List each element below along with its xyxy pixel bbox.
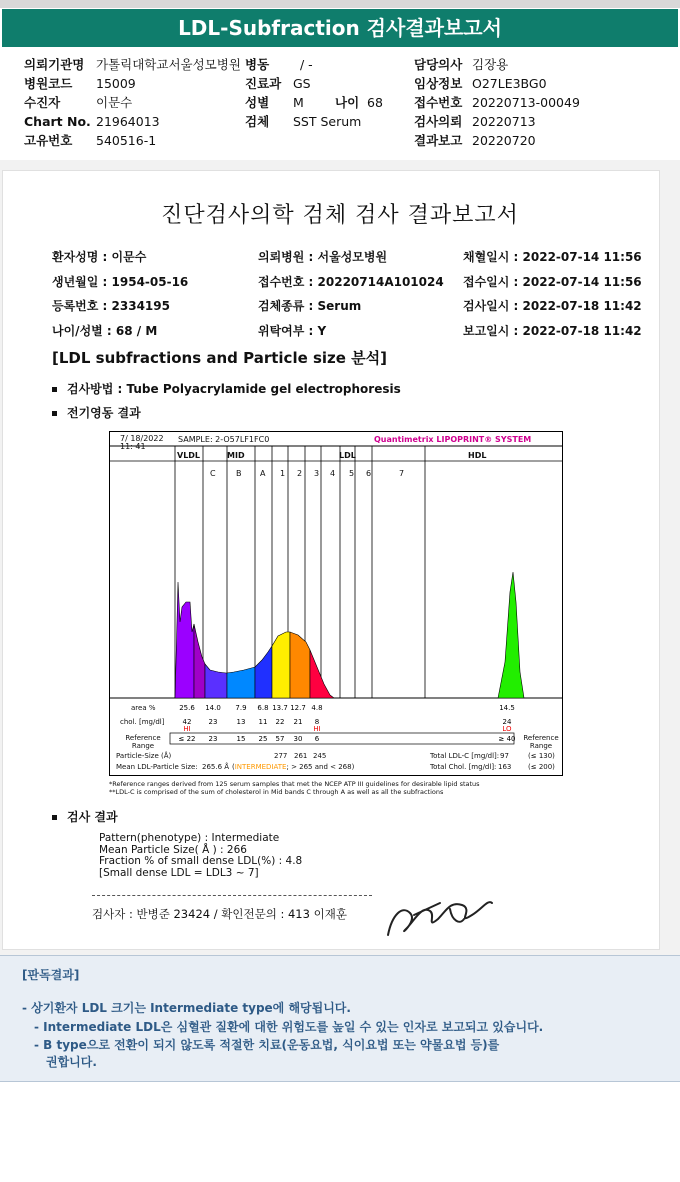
band-b: B (236, 469, 242, 478)
report-banner-title: LDL-Subfraction 검사결과보고서 (2, 9, 678, 47)
interpretation-line-2: - Intermediate LDL은 심혈관 질환에 대한 위험도를 높일 수 있는 인자로 보고되고 있습니다. (34, 1020, 544, 1034)
ref-value: 57 (275, 735, 285, 743)
chol-value: 42 (182, 718, 192, 726)
result-block (99, 833, 302, 879)
report-date-value: 20220720 (472, 133, 536, 148)
particle-size-label: Particle-Size (Å) (116, 752, 172, 760)
test-time: 검사일시 : 2022-07-18 11:42 (463, 299, 642, 313)
particle-size-2: 261 (294, 752, 308, 760)
ward-label: 병동 (245, 57, 270, 72)
code-label: 병원코드 (24, 76, 73, 91)
area-value: 7.9 (235, 704, 247, 712)
band-c: C (210, 469, 216, 478)
info-block (24, 55, 241, 150)
ldl2-area (272, 632, 290, 698)
flag-value: LO (502, 725, 512, 733)
ward-value: / - (300, 57, 313, 72)
band-6: 6 (366, 469, 372, 478)
interpretation-line-4: 권합니다. (46, 1055, 97, 1069)
code-value: 15009 (96, 76, 136, 91)
area-value: 6.8 (257, 704, 269, 712)
band-7: 7 (399, 469, 405, 478)
info-block-middle (245, 55, 383, 131)
bullet-icon (52, 815, 57, 820)
receipt-number: 접수번호 : 20220714A101024 (258, 275, 444, 289)
patient-name: 환자성명 : 이문수 (52, 250, 147, 264)
chart-brand: Quantimetrix LIPOPRINT® SYSTEM (374, 435, 532, 444)
flag-value: HI (313, 725, 321, 733)
mean-ldl-phenotype: (INTERMEDIATE; > 265 and < 268) (232, 763, 355, 771)
ref-value: 15 (236, 735, 246, 743)
signers: 검사자 : 반병준 23424 / 확인전문의 : 413 이재훈 (92, 907, 347, 921)
area-label: area % (131, 704, 156, 712)
chart-sample: SAMPLE: 2-O57LF1FC0 (178, 435, 270, 444)
signature-image (380, 885, 500, 945)
interpretation-panel (0, 955, 680, 1082)
sex-value: M (293, 95, 304, 110)
mean-size-text: Mean Particle Size( Å ) : 266 (99, 843, 247, 856)
area-value: 4.8 (311, 704, 323, 712)
interpretation-title: [판독결과] (22, 968, 80, 982)
ref-label-right: Reference Range (523, 734, 559, 750)
dept-value: GS (293, 76, 311, 91)
consignment: 위탁여부 : Y (258, 324, 327, 338)
specimen-value: SST Serum (293, 114, 362, 129)
band-5: 5 (349, 469, 355, 478)
vldl-area (175, 582, 194, 698)
interpretation-line-1: - 상기환자 LDL 크기는 Intermediate type에 해당됩니다. (22, 1001, 351, 1015)
interpretation-line-3: - B type으로 전환이 되지 않도록 적절한 치료(운동요법, 식이요법 또는 약물요법 등)를 (34, 1038, 500, 1052)
ref-value: ≤ 22 (178, 735, 196, 743)
group-ldl: LDL (339, 451, 356, 460)
sdldl-text: [Small dense LDL = LDL3 ~ 7] (99, 866, 259, 879)
sex-label: 성별 (245, 95, 270, 110)
bullet-icon (52, 411, 57, 416)
band-1: 1 (280, 469, 286, 478)
chol-value: 8 (314, 718, 320, 726)
chol-value: 21 (293, 718, 303, 726)
total-ldl-ref: (≤ 130) (528, 752, 555, 760)
chart-no-value: 21964013 (96, 114, 160, 129)
age-label: 나이 (335, 95, 360, 110)
report-title: 진단검사의학 검체 검사 결과보고서 (161, 203, 519, 228)
ldl1-area (255, 646, 272, 698)
chol-value: 23 (208, 718, 218, 726)
chart-time: 11: 41 (120, 442, 146, 451)
phenotype-text: INTERMEDIATE (234, 763, 287, 771)
clinical-label: 임상정보 (414, 76, 463, 91)
section-title: [LDL subfractions and Particle size 분석] (52, 349, 388, 367)
total-ldl-value: 97 (500, 752, 509, 760)
electro-text: 전기영동 결과 (67, 406, 141, 420)
area-value: 12.7 (290, 704, 306, 712)
total-chol-ref: (≤ 200) (528, 763, 555, 771)
dept-label: 진료과 (245, 76, 282, 91)
total-ldl-label: Total LDL-C [mg/dl]: (430, 752, 500, 760)
pattern-text: Pattern(phenotype) : Intermediate (99, 832, 280, 844)
band-3: 3 (314, 469, 320, 478)
chol-value: 22 (275, 718, 285, 726)
chart-no-label: Chart No. (24, 114, 91, 129)
chol-value: 11 (258, 718, 268, 726)
id-label: 고유번호 (24, 133, 73, 148)
chart-date: 7/ 18/2022 (120, 434, 164, 443)
particle-size-1: 277 (274, 752, 288, 760)
age-value: 68 (367, 95, 383, 110)
ref-row-box (170, 733, 514, 744)
signature-divider (92, 895, 372, 896)
ref-value: 30 (293, 735, 303, 743)
group-vldl: VLDL (177, 451, 201, 460)
registration-number: 등록번호 : 2334195 (52, 299, 170, 313)
ref-label: Reference Range (125, 734, 161, 750)
report-date-label: 결과보고 (414, 133, 463, 148)
report-time: 보고일시 : 2022-07-18 11:42 (463, 324, 642, 338)
specimen-label: 검체 (245, 114, 270, 129)
ref-value: 23 (208, 735, 218, 743)
mean-ldl-value: 265.6 Å (202, 763, 230, 771)
phenotype-range: > 265 and < 268) (291, 763, 355, 771)
total-chol-label: Total Chol. [mg/dl]: (430, 763, 497, 771)
specimen-type: 검체종류 : Serum (258, 299, 362, 313)
group-hdl: HDL (468, 451, 487, 460)
collection-time: 채혈일시 : 2022-07-14 11:56 (463, 250, 642, 264)
chol-label: chol. [mg/dl] (120, 718, 165, 726)
ldl4-area (310, 650, 334, 698)
clinical-value: O27LE3BG0 (472, 76, 547, 91)
info-block-right (414, 55, 580, 150)
ref-value: 25 (258, 735, 268, 743)
doctor-label: 담당의사 (414, 57, 463, 72)
ref-value: 6 (314, 735, 320, 743)
patient-label: 수진자 (24, 95, 61, 110)
total-chol-value: 163 (498, 763, 512, 771)
hospital-value: 가톨릭대학교서울성모병원 (96, 57, 241, 72)
mida-area (227, 667, 255, 698)
band-a: A (260, 469, 266, 478)
receipt-time: 접수일시 : 2022-07-14 11:56 (463, 275, 642, 289)
band-4: 4 (330, 469, 336, 478)
flag-value: HI (183, 725, 191, 733)
group-mid: MID (227, 451, 245, 460)
ldl3-area (290, 632, 310, 698)
electro-bullet (52, 404, 141, 421)
request-value: 20220713 (472, 114, 536, 129)
result-bullet (52, 808, 118, 825)
result-text: 검사 결과 (67, 810, 118, 824)
method-text: 검사방법 : Tube Polyacrylamide gel electrophoresis (67, 382, 401, 396)
area-value: 13.7 (272, 704, 288, 712)
mean-ldl-label: Mean LDL-Particle Size: (116, 763, 198, 771)
hospital-label: 의뢰기관명 (24, 57, 85, 72)
area-value: 14.5 (499, 704, 515, 712)
electrophoresis-svg (110, 432, 562, 775)
patient-value: 이문수 (96, 95, 133, 110)
midb-area (205, 664, 227, 698)
footnote-2: **LDL-C is comprised of the sum of cholesterol in Mid bands C through A as well as all the subfractions (109, 788, 444, 796)
requesting-hospital: 의뢰병원 : 서울성모병원 (258, 250, 388, 264)
request-label: 검사의뢰 (414, 114, 463, 129)
ref-value: ≥ 40 (498, 735, 516, 743)
top-divider (0, 0, 680, 8)
chol-value: 24 (502, 718, 512, 726)
age-sex: 나이/성별 : 68 / M (52, 324, 158, 338)
hdl-area (498, 572, 524, 698)
method-bullet (52, 380, 401, 397)
fraction-text: Fraction % of small dense LDL(%) : 4.8 (99, 855, 303, 867)
doctor-value: 김장용 (472, 57, 509, 72)
bullet-icon (52, 387, 57, 392)
area-value: 25.6 (179, 704, 195, 712)
receipt-label: 접수번호 (414, 95, 463, 110)
birth-date: 생년월일 : 1954-05-16 (52, 275, 189, 289)
particle-size-3: 245 (313, 752, 327, 760)
receipt-value: 20220713-00049 (472, 95, 580, 110)
footnote-1: *Reference ranges derived from 125 serum samples that met the NCEP ATP III guidelines for desirable lipid status (109, 780, 480, 788)
electrophoresis-chart (109, 431, 563, 776)
area-value: 14.0 (205, 704, 221, 712)
band-2: 2 (297, 469, 303, 478)
id-value: 540516-1 (96, 133, 157, 148)
chol-value: 13 (236, 718, 246, 726)
